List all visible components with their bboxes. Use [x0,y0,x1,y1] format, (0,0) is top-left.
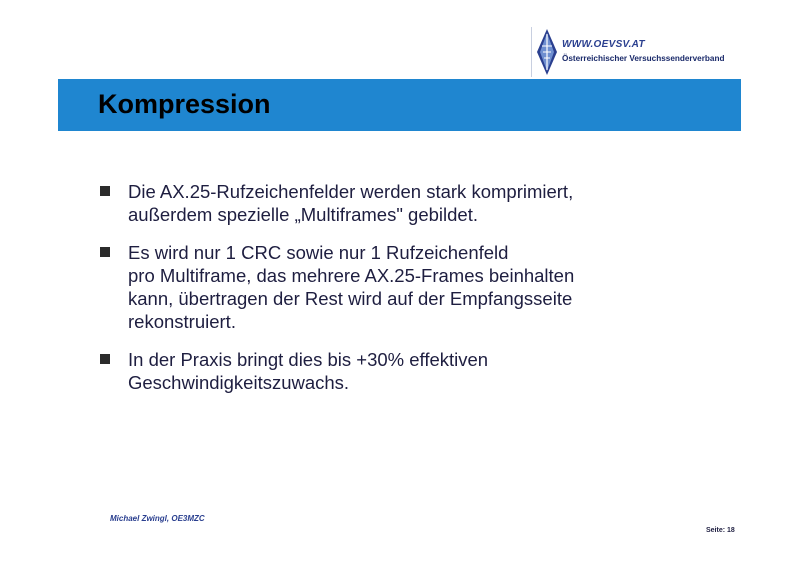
footer-author: Michael Zwingl, OE3MZC [110,514,205,523]
square-bullet-icon [100,354,110,364]
antenna-diamond-icon [536,28,558,76]
page-number: Seite: 18 [706,527,735,534]
bullet-text: Es wird nur 1 CRC sowie nur 1 Rufzeichenfeld pro Multiframe, das mehrere AX.25-Frames beinhalten kann, übertragen der Rest wird auf der Empfangsseite rekonstruiert. [128,242,575,332]
slide-title: Kompression [98,89,271,119]
logo-url: WWW.OEVSV.AT [562,39,645,50]
bullet-text: Die AX.25-Rufzeichenfelder werden stark komprimiert, außerdem spezielle „Multiframes" gebildet. [128,181,574,225]
bullet-text: In der Praxis bringt dies bis +30% effektiven Geschwindigkeitszuwachs. [128,349,489,393]
square-bullet-icon [100,186,110,196]
logo-organization: Österreichischer Versuchssenderverband [562,54,725,63]
title-bar [58,79,741,131]
header-logo [531,27,741,77]
bullet-item [100,180,720,226]
bullet-item [100,241,720,333]
bullet-list [100,180,720,409]
square-bullet-icon [100,247,110,257]
bullet-item [100,348,720,394]
